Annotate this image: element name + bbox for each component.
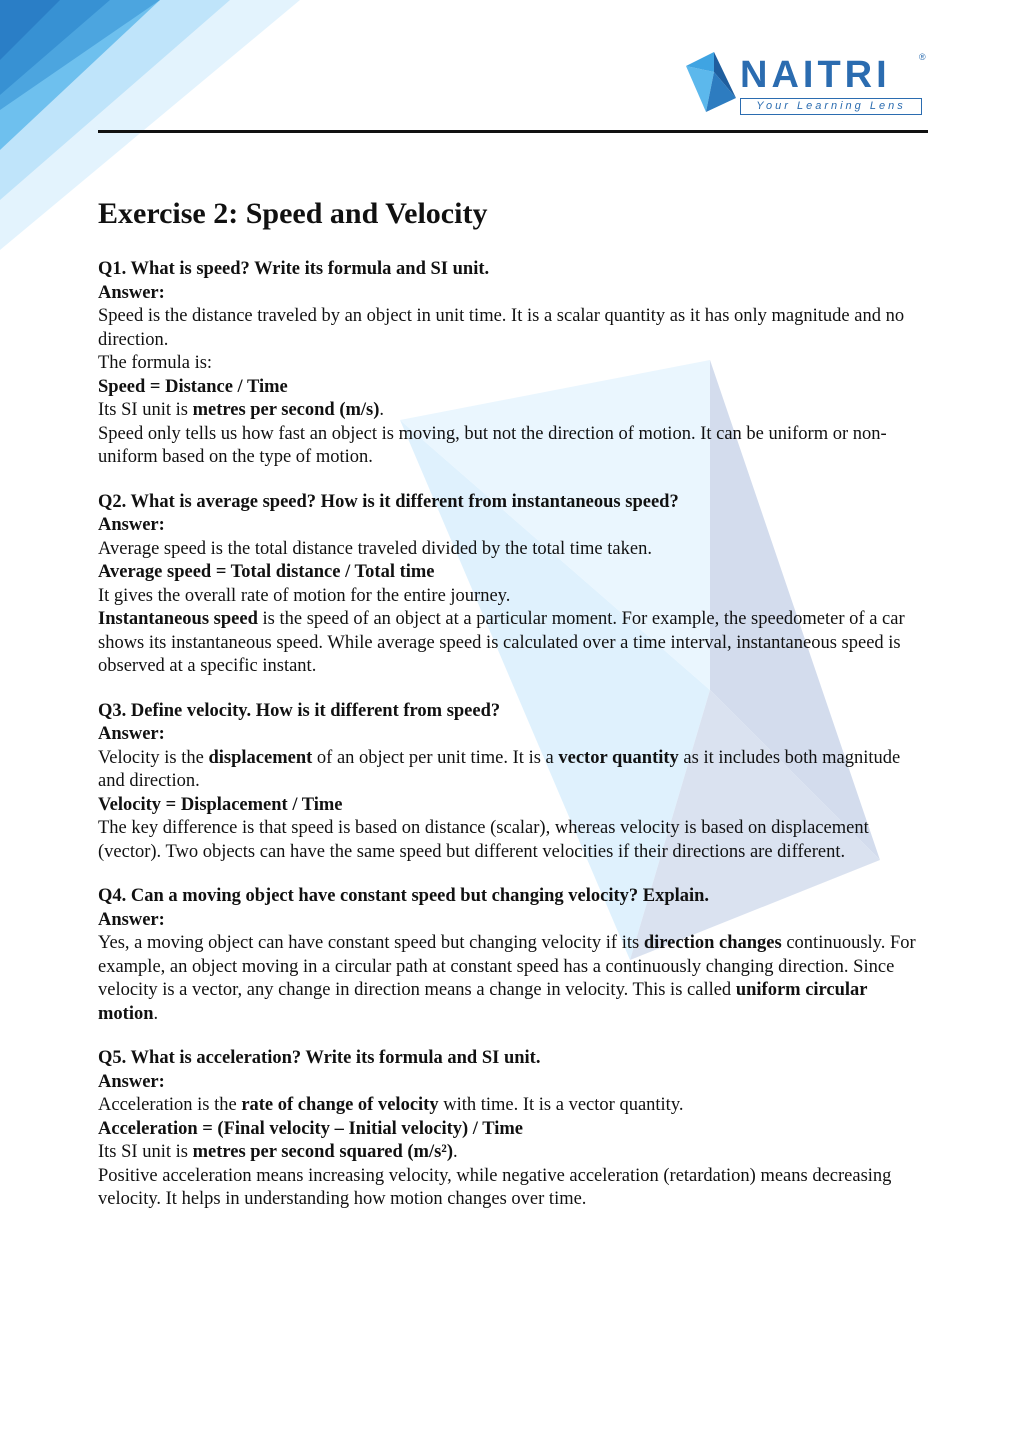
answer-text: Its SI unit is metres per second squared (m/s²). — [98, 1142, 458, 1162]
answer-text: The key difference is that speed is based on distance (scalar), whereas velocity is based on displacement (vector). Two objects can have the same speed but different velocities if their directions are different. — [98, 818, 869, 862]
answer-text: Acceleration is the rate of change of velocity with time. It is a vector quantity. — [98, 1095, 684, 1115]
formula: Velocity = Displacement / Time — [98, 794, 343, 815]
answer-text: Speed is the distance traveled by an object in unit time. It is a scalar quantity as it has only magnitude and no direction. — [98, 306, 905, 350]
question-block-3 — [98, 700, 928, 865]
question-text: Q3. Define velocity. How is it different from speed? — [98, 700, 501, 721]
header-divider — [98, 130, 928, 133]
answer-text: The formula is: — [98, 353, 213, 373]
question-text: Q1. What is speed? Write its formula and SI unit. — [98, 259, 490, 279]
answer-text: Velocity is the displacement of an object per unit time. It is a vector quantity as it includes both magnitude and direction. — [98, 747, 901, 791]
answer-text: Yes, a moving object can have constant speed but changing velocity if its direction changes continuously. For example, an object moving in a circular path at constant speed has a continuously changing direction. Since velocity is a vector, any change in direction means a change in velocity. This is called uniform circular motion. — [98, 933, 916, 1024]
page-title: Exercise 2: Speed and Velocity — [98, 197, 488, 230]
answer-text: It gives the overall rate of motion for the entire journey. — [98, 585, 511, 606]
question-block-4 — [98, 885, 928, 1026]
emphasis: Instantaneous speed — [98, 609, 258, 629]
emphasis: direction changes — [643, 933, 782, 953]
answer-text: Positive acceleration means increasing velocity, while negative acceleration (retardation) means decreasing velocity. It helps in understanding how motion changes over time. — [98, 1165, 892, 1209]
answer-label: Answer: — [98, 515, 165, 535]
question-block-1 — [98, 258, 928, 470]
emphasis: displacement — [208, 747, 313, 768]
formula: Acceleration = (Final velocity – Initial velocity) / Time — [98, 1118, 523, 1139]
formula: Average speed = Total distance / Total time — [98, 562, 435, 582]
question-block-2 — [98, 491, 928, 679]
formula: Speed = Distance / Time — [98, 376, 288, 397]
emphasis: vector quantity — [558, 747, 679, 768]
answer-label: Answer: — [98, 1071, 165, 1092]
document-body — [98, 196, 928, 1233]
registered-mark: ® — [919, 52, 926, 62]
question-text: Q5. What is acceleration? Write its formula and SI unit. — [98, 1048, 541, 1068]
question-text: Q4. Can a moving object have constant speed but changing velocity? Explain. — [98, 886, 710, 906]
brand-logo — [684, 52, 929, 114]
answer-text: Instantaneous speed is the speed of an object at a particular moment. For example, the speedometer of a car shows its instantaneous speed. While average speed is calculated over a time interval, instantaneous speed is observed at a specific instant. — [98, 609, 905, 676]
question-block-5 — [98, 1047, 928, 1212]
answer-label: Answer: — [98, 724, 165, 744]
answer-text: Speed only tells us how fast an object is moving, but not the direction of motion. It can be uniform or non-uniform based on the type of motion. — [98, 423, 887, 467]
emphasis: metres per second squared (m/s²) — [192, 1142, 453, 1162]
brand-tagline: Your Learning Lens — [740, 98, 922, 115]
emphasis: uniform circular motion — [98, 980, 868, 1024]
question-text: Q2. What is average speed? How is it different from instantaneous speed? — [98, 491, 679, 512]
logo-mark-icon — [684, 52, 740, 114]
emphasis: rate of change of velocity — [241, 1095, 439, 1115]
answer-label: Answer: — [98, 282, 165, 303]
answer-label: Answer: — [98, 909, 165, 930]
brand-name: NAITRI — [740, 54, 891, 96]
answer-text: Average speed is the total distance traveled divided by the total time taken. — [98, 538, 652, 559]
answer-text: Its SI unit is metres per second (m/s). — [98, 400, 385, 420]
emphasis: metres per second (m/s) — [192, 400, 380, 420]
